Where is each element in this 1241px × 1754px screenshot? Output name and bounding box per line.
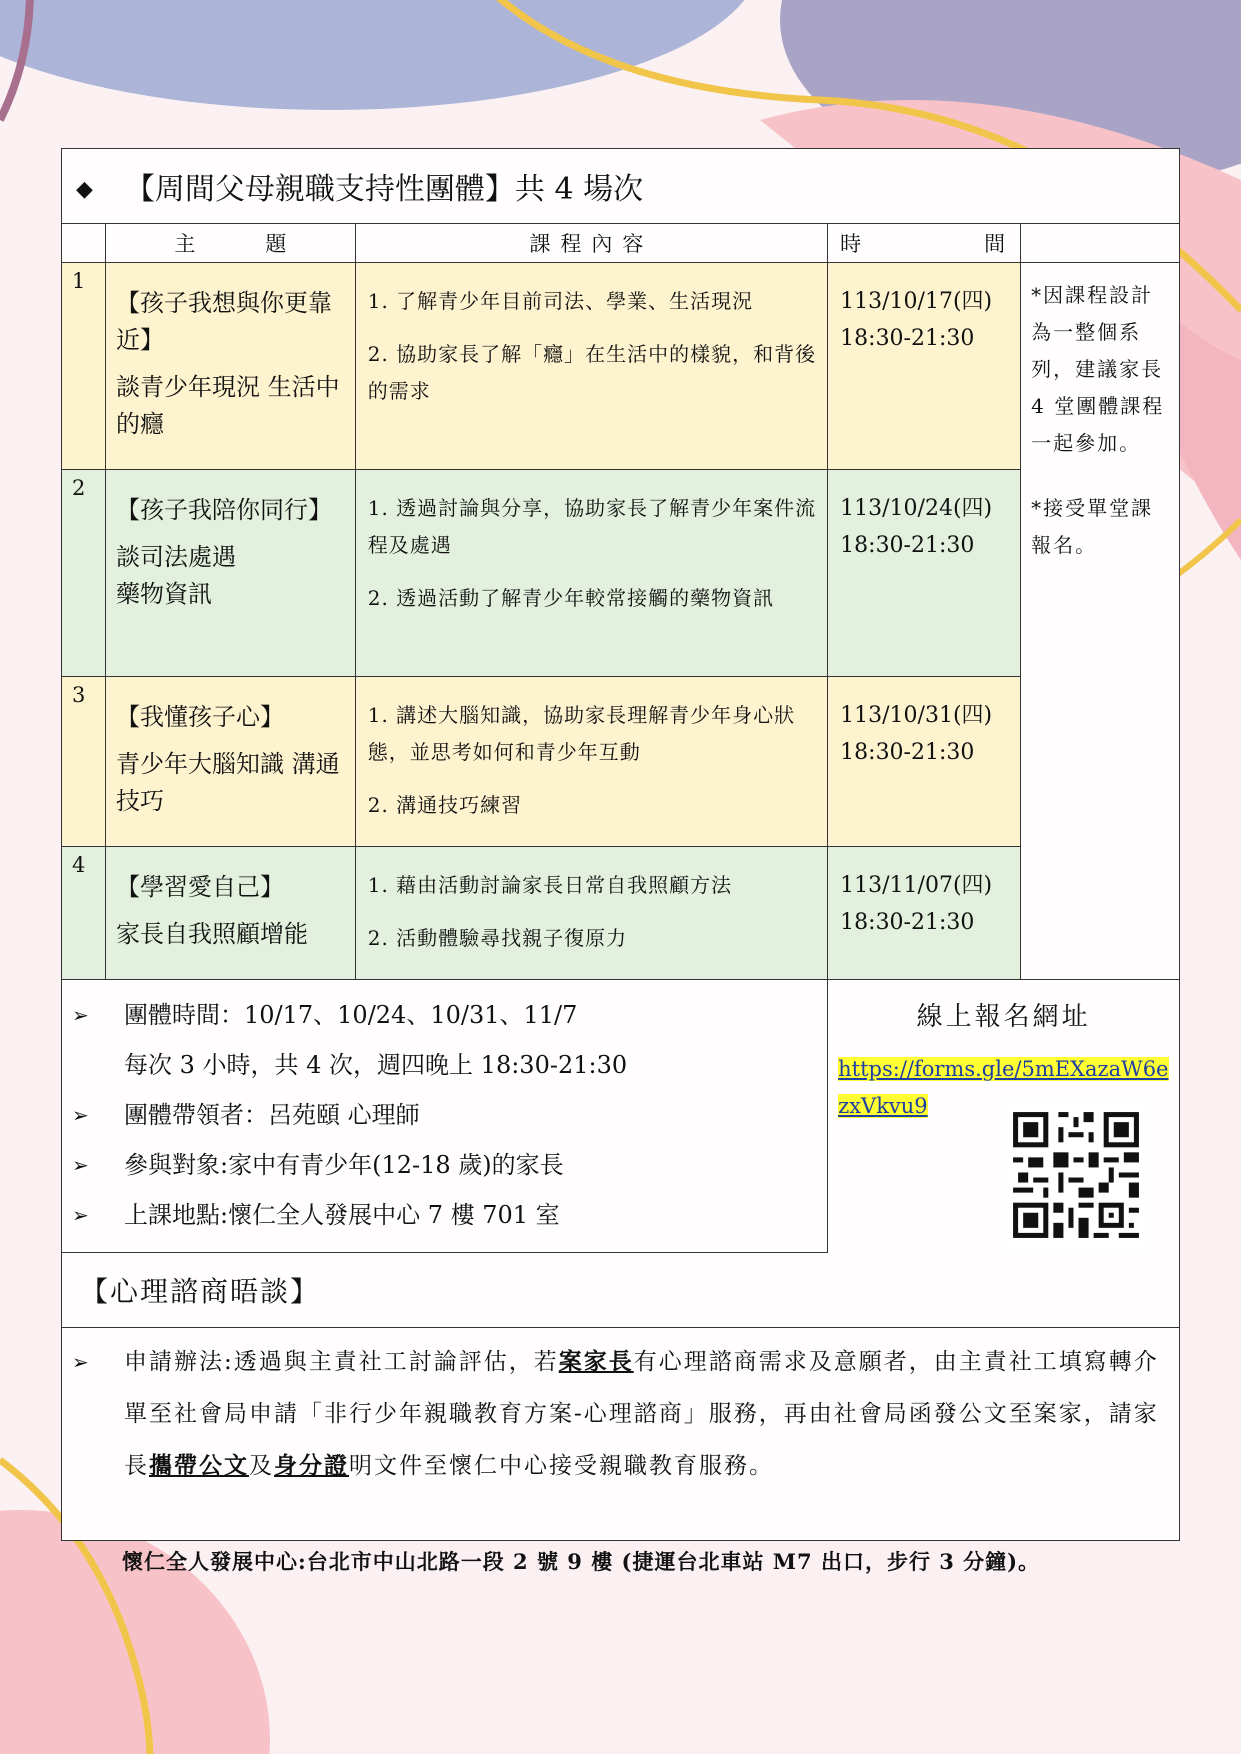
session-topic: [105, 470, 355, 677]
emphasis-case-parent: 案家長: [558, 1348, 634, 1375]
session-topic: [105, 263, 355, 470]
content-item: 1. 透過討論與分享，協助家長了解青少年案件流程及處遇: [367, 496, 817, 557]
session-number: 3: [62, 677, 106, 847]
session-time: [828, 263, 1021, 470]
session-hours: 18:30-21:30: [840, 326, 975, 351]
series-note-text: *因課程設計為一整個系列，建議家長 4 堂團體課程一起參加。: [1031, 283, 1165, 455]
content-item: 2. 協助家長了解「癮」在生活中的樣貌，和背後的需求: [367, 342, 817, 403]
session-row: [62, 470, 1180, 677]
group-times-detail: 每次 3 小時，共 4 次，週四晚上 18:30-21:30: [124, 1051, 628, 1079]
course-table: [61, 148, 1180, 1541]
counseling-title: 【心理諮商晤談】: [62, 1253, 1180, 1328]
qr-code-icon[interactable]: [1003, 1101, 1149, 1249]
content-item: 2. 溝通技巧練習: [367, 793, 523, 817]
arrow-right-icon: ➢: [72, 1203, 89, 1227]
session-topic-title: 【孩子我陪你同行】: [115, 496, 332, 524]
counseling-text: 申請辦法:透過與主責社工討論評估，若案家長有心理諮商需求及意願者，由主責社工填寫轉介單至社會局申請「非行少年親職教育方案-心理諮商」服務，再由社會局函發公文至案家，請家長攜帶公文及身分證明文件至懷仁中心接受親職教育服務。: [124, 1348, 1159, 1479]
session-hours: 18:30-21:30: [840, 910, 975, 935]
group-target: 參與對象:家中有青少年(12-18 歲)的家長: [124, 1151, 564, 1179]
arrow-right-icon: ➢: [72, 1003, 89, 1027]
counseling-details: [62, 1328, 1180, 1541]
arrow-right-icon: ➢: [72, 1103, 89, 1127]
header-note-blank: [1021, 224, 1180, 263]
session-row: [62, 677, 1180, 847]
emphasis-official-document: 攜帶公文: [149, 1452, 249, 1479]
session-row: [62, 263, 1180, 470]
header-content: 課程內容: [355, 224, 827, 263]
session-topic-subtitle: 青少年大腦知識 溝通技巧: [115, 750, 340, 815]
registration-link[interactable]: https://forms.gle/5mEXazaW6ezxVkvu9: [838, 1057, 1169, 1118]
content-item: 1. 了解青少年目前司法、學業、生活現況: [367, 289, 754, 313]
session-topic: [105, 847, 355, 980]
group-times: 團體時間：10/17、10/24、10/31、11/7: [124, 1001, 578, 1029]
session-topic-subtitle: 談司法處遇: [115, 543, 236, 571]
session-date: 113/10/17(四): [840, 289, 993, 314]
session-date: 113/11/07(四): [840, 873, 993, 898]
single-session-note: *接受單堂課報名。: [1031, 496, 1154, 557]
session-date: 113/10/31(四): [840, 703, 993, 728]
emphasis-id-card: 身分證: [274, 1452, 349, 1479]
session-topic-title: 【學習愛自己】: [115, 873, 284, 901]
session-topic: [105, 677, 355, 847]
header-blank: [62, 224, 106, 263]
diamond-icon: ◆: [76, 177, 93, 202]
session-number: 1: [62, 263, 106, 470]
content-item: 1. 藉由活動討論家長日常自我照顧方法: [367, 873, 733, 897]
table-title: [62, 149, 1180, 224]
session-time: [828, 847, 1021, 980]
group-leader: 團體帶領者：呂苑頤 心理師: [124, 1101, 420, 1129]
content-item: 2. 活動體驗尋找親子復原力: [367, 926, 628, 950]
session-content: [355, 847, 827, 980]
session-topic-title: 【我懂孩子心】: [115, 703, 284, 731]
center-address: 懷仁全人發展中心:台北市中山北路一段 2 號 9 樓 (捷運台北車站 M7 出口，步行 3 分鐘)。: [122, 1549, 1041, 1574]
registration-title: 線上報名網址: [916, 1002, 1091, 1032]
content-item: 2. 透過活動了解青少年較常接觸的藥物資訊: [367, 586, 775, 610]
session-content: [355, 677, 827, 847]
session-topic-title: 【孩子我想與你更靠近】: [115, 289, 332, 354]
session-hours: 18:30-21:30: [840, 740, 975, 765]
session-row: [62, 847, 1180, 980]
session-topic-subtitle: 藥物資訊: [115, 580, 212, 608]
header-row: [62, 224, 1180, 263]
arrow-right-icon: ➢: [72, 1153, 89, 1177]
session-date: 113/10/24(四): [840, 496, 993, 521]
series-note: [1021, 263, 1180, 980]
arrow-right-icon: ➢: [72, 1350, 91, 1374]
session-time: [828, 677, 1021, 847]
header-topic: 主 題: [105, 224, 355, 263]
session-hours: 18:30-21:30: [840, 533, 975, 558]
table-title-text: 【周間父母親職支持性團體】共 4 場次: [124, 172, 644, 207]
header-time: 時 間: [828, 224, 1021, 263]
registration-panel: [827, 980, 1179, 1253]
registration-cell: [838, 980, 1180, 1253]
course-schedule-sheet: [61, 148, 1180, 1541]
group-location: 上課地點:懷仁全人發展中心 7 樓 701 室: [124, 1201, 560, 1229]
session-time: [828, 470, 1021, 677]
session-content: [355, 263, 827, 470]
session-number: 4: [62, 847, 106, 980]
session-content: [355, 470, 827, 677]
session-number: 2: [62, 470, 106, 677]
session-topic-subtitle: 談青少年現況 生活中的癮: [115, 373, 340, 438]
content-item: 1. 講述大腦知識，協助家長理解青少年身心狀態，並思考如何和青少年互動: [367, 703, 796, 764]
info-row: [62, 980, 1180, 1253]
session-topic-subtitle: 家長自我照顧增能: [115, 920, 308, 948]
